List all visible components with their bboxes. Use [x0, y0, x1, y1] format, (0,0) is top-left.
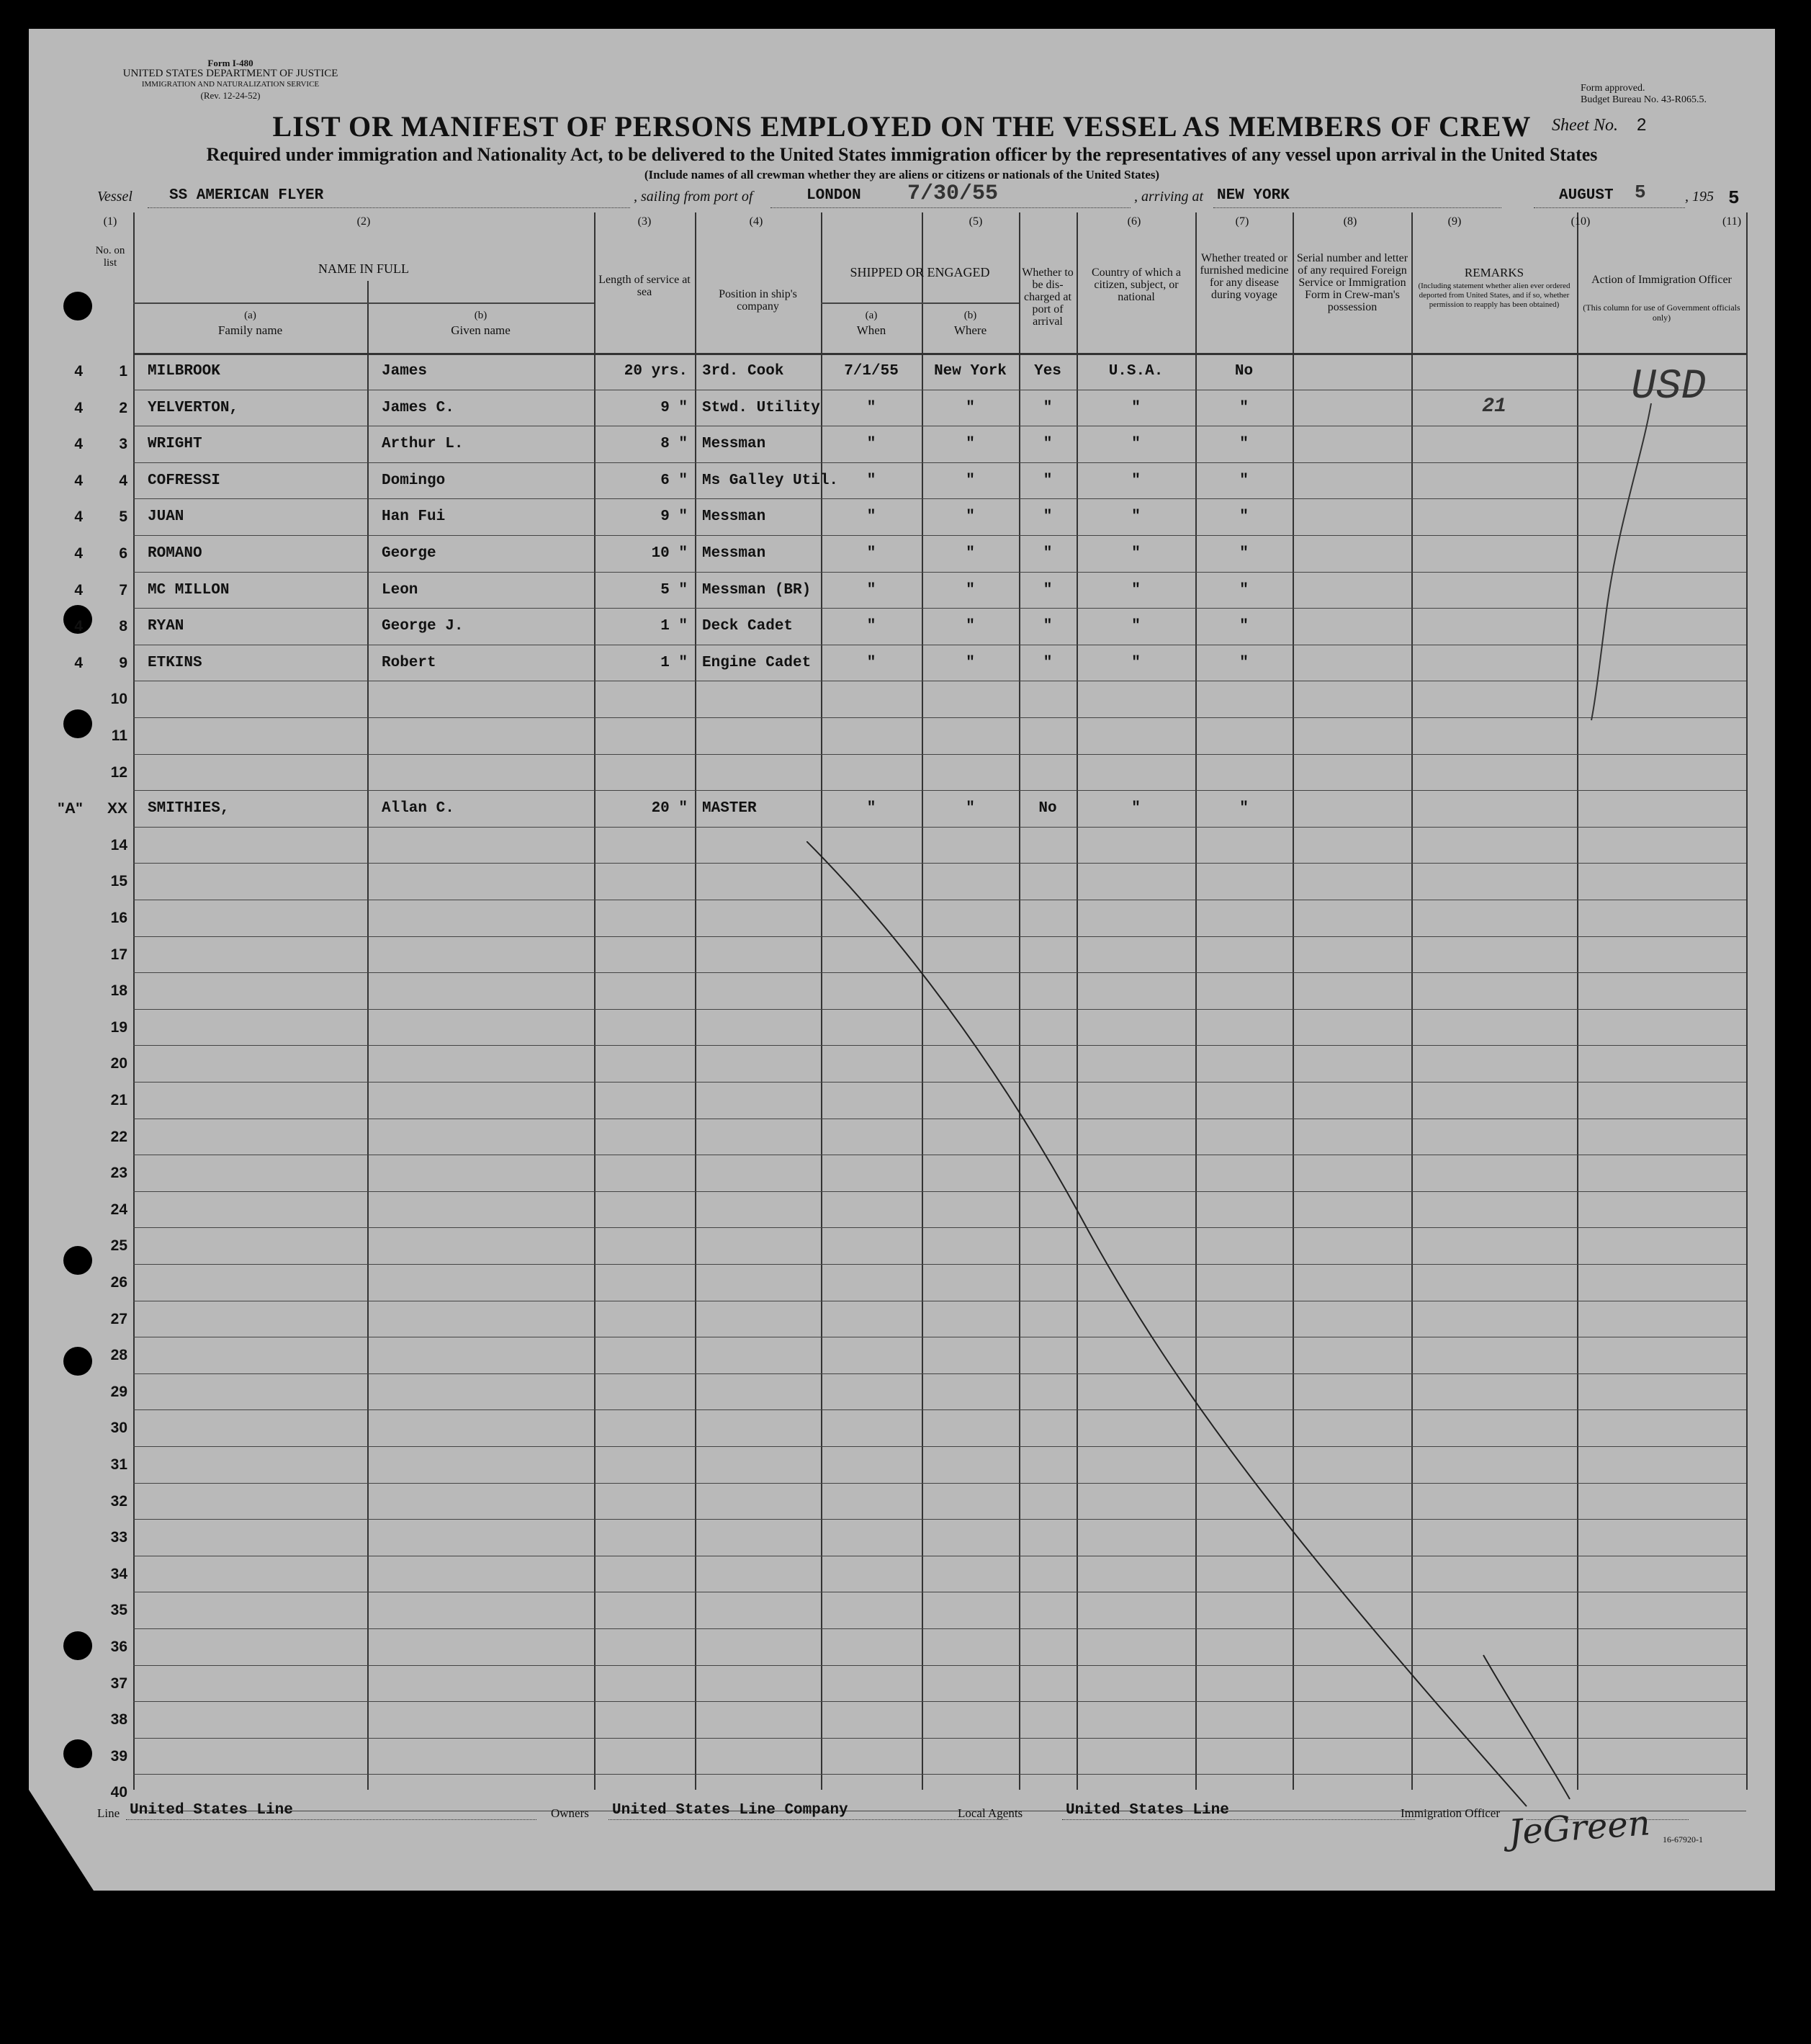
footer-line-label: Line: [97, 1806, 120, 1820]
header-name-in-full: NAME IN FULL: [318, 261, 409, 276]
row-number: 28: [110, 1347, 127, 1364]
sheet-value: 2: [1636, 115, 1647, 135]
header-given-name: Given name: [451, 323, 511, 337]
approval-line-1: Form approved.: [1581, 83, 1645, 94]
sailing-label: , sailing from port of: [634, 189, 753, 205]
row-rule: [133, 498, 1746, 499]
cell-discharged: ": [1043, 508, 1053, 526]
row-number: 34: [110, 1565, 127, 1582]
folded-corner: [29, 1790, 94, 1891]
row-number: 18: [110, 982, 127, 1000]
cell-where: ": [966, 654, 975, 671]
cell-discharged: ": [1043, 545, 1053, 562]
row-number: 9: [119, 654, 127, 671]
cell-where: ": [966, 545, 975, 562]
header-serial: Serial number and letter of any required Foreign Service or Immigration Form in Crew-man's possession: [1296, 252, 1408, 313]
row-number: 7: [119, 581, 127, 599]
vessel-name: SS AMERICAN FLYER: [169, 187, 324, 204]
row-number: 16: [110, 910, 127, 926]
row-number: 1: [119, 363, 127, 380]
cell-discharged: ": [1043, 581, 1053, 599]
row-prefix: 4: [74, 472, 83, 489]
cell-given: James: [382, 363, 428, 380]
cell-given: James C.: [382, 399, 454, 416]
row-number: 29: [110, 1383, 127, 1400]
cell-when: ": [866, 800, 876, 817]
cell-service: 10 ": [651, 545, 688, 562]
vessel-label: Vessel: [97, 189, 132, 205]
col-num-7: (7): [1235, 215, 1249, 228]
cell-where: ": [966, 618, 975, 635]
cell-discharged: Yes: [1034, 363, 1061, 380]
punch-hole-icon: [63, 292, 92, 321]
department: UNITED STATES DEPARTMENT OF JUSTICE: [122, 68, 338, 79]
cell-country: ": [1131, 399, 1141, 416]
cell-discharged: ": [1043, 472, 1053, 489]
arrival-day-handwritten: 5: [1635, 181, 1646, 203]
cell-medicine: ": [1239, 436, 1249, 453]
cell-position: MASTER: [702, 800, 757, 817]
cell-country: ": [1131, 508, 1141, 526]
cell-position: Messman: [702, 436, 766, 453]
cell-country: ": [1131, 545, 1141, 562]
cell-medicine: ": [1239, 654, 1249, 671]
cell-medicine: ": [1239, 508, 1249, 526]
cell-service: 9 ": [660, 399, 688, 416]
officer-signature: JeGreen: [1507, 1803, 1652, 1853]
cell-position: Engine Cadet: [702, 654, 812, 671]
arrival-port: NEW YORK: [1217, 187, 1290, 204]
cell-when: ": [866, 436, 876, 453]
cell-when: ": [866, 399, 876, 416]
footer-officer-label: Immigration Officer: [1401, 1806, 1501, 1820]
subnote: (Include names of all crewman whether they are aliens or citizens or nationals of the United States): [644, 168, 1160, 181]
row-number: 23: [110, 1165, 127, 1182]
row-number: 33: [110, 1529, 127, 1546]
action-stroke-icon: [1573, 400, 1660, 724]
row-prefix: 4: [74, 581, 83, 599]
row-number: 32: [110, 1492, 127, 1510]
cell-given: George: [382, 545, 436, 562]
cell-family: COFRESSI: [148, 472, 220, 489]
cell-position: Deck Cadet: [702, 618, 794, 635]
row-number: 35: [110, 1602, 127, 1619]
cell-discharged: ": [1043, 618, 1053, 635]
col-num-2: (2): [356, 215, 371, 228]
print-code: 16-67920-1: [1663, 1834, 1703, 1844]
row-prefix: 4: [74, 618, 83, 635]
cell-position: Messman (BR): [702, 581, 812, 599]
row-number: 10: [110, 691, 127, 708]
cell-family: MC MILLON: [148, 581, 230, 599]
row-number: 4: [119, 472, 127, 489]
cell-given: Arthur L.: [382, 436, 464, 453]
service: IMMIGRATION AND NATURALIZATION SERVICE: [141, 80, 320, 89]
header-where: Where: [953, 323, 987, 337]
row-number: 27: [110, 1310, 127, 1327]
cell-medicine: No: [1234, 363, 1254, 380]
col-num-9: (9): [1447, 215, 1462, 228]
row-prefix: 4: [74, 399, 83, 416]
sheet-number: [1552, 115, 1646, 135]
col-num-11: (11): [1722, 215, 1742, 228]
cell-position: Stwd. Utility: [702, 399, 820, 416]
cell-family: ETKINS: [148, 654, 202, 671]
header-family-name: Family name: [217, 323, 283, 337]
header-discharged: Whether to be dis-charged at port of arrival: [1022, 266, 1074, 328]
row-number: 40: [110, 1784, 127, 1801]
cell-country: ": [1131, 618, 1141, 635]
departure-port: LONDON: [806, 187, 861, 204]
footer-owners-label: Owners: [551, 1806, 589, 1820]
row-number: 24: [110, 1201, 127, 1218]
row-number: 2: [119, 399, 127, 416]
row-number: 37: [110, 1675, 127, 1692]
cell-given: Han Fui: [382, 508, 446, 526]
departure-date-handwritten: 7/30/55: [907, 181, 999, 206]
header-country: Country of which a citizen, subject, or national: [1092, 266, 1181, 303]
cell-where: New York: [934, 363, 1007, 380]
cell-service: 1 ": [660, 618, 688, 635]
header-when-letter: (a): [865, 310, 878, 321]
col-num-3: (3): [637, 215, 652, 228]
cell-when: ": [866, 472, 876, 489]
cell-when: ": [866, 618, 876, 635]
cell-service: 5 ": [660, 581, 688, 599]
header-action: Action of Immigration Officer: [1591, 274, 1732, 286]
cell-family: YELVERTON,: [148, 399, 239, 416]
row-number: 20: [110, 1055, 127, 1072]
cell-medicine: ": [1239, 399, 1249, 416]
footer-agents-value: United States Line: [1066, 1802, 1229, 1819]
year-label: , 195: [1685, 189, 1714, 205]
row-prefix: 4: [74, 654, 83, 671]
cell-country: U.S.A.: [1108, 363, 1164, 380]
action-handwritten-mark: USD: [1631, 364, 1707, 411]
footer-agents-label: Local Agents: [958, 1806, 1023, 1820]
footer: [97, 1786, 1753, 1829]
cell-family: MILBROOK: [148, 363, 220, 380]
col-num-10: (10): [1570, 215, 1591, 228]
cell-service: 20 yrs.: [624, 363, 688, 380]
cell-where: ": [966, 581, 975, 599]
row-number: 5: [119, 508, 127, 526]
row-number: 12: [110, 763, 127, 781]
row-rule: [133, 608, 1746, 609]
cell-medicine: ": [1239, 581, 1249, 599]
cell-medicine: ": [1239, 472, 1249, 489]
row-rule: [133, 535, 1746, 536]
cell-discharged: ": [1043, 436, 1053, 453]
header-remarks-note: (Including statement whether alien ever ordered deported from United States, and if so, whether permission to reapply has been obtained): [1418, 282, 1570, 309]
row-prefix: 4: [74, 508, 83, 526]
row-rule: [133, 572, 1746, 573]
cell-given: Robert: [382, 654, 436, 671]
row-number: 21: [110, 1092, 127, 1108]
row-number: 31: [110, 1456, 127, 1473]
row-rule: [133, 462, 1746, 463]
cell-when: ": [866, 581, 876, 599]
arriving-label: , arriving at: [1134, 189, 1204, 205]
cell-family: SMITHIES,: [148, 800, 230, 817]
year-value: 5: [1728, 187, 1740, 209]
cell-service: 1 ": [660, 654, 688, 671]
cell-country: ": [1131, 800, 1141, 817]
cell-when: ": [866, 654, 876, 671]
cell-family: ROMANO: [148, 545, 202, 562]
col-num-1: (1): [103, 215, 117, 228]
manifest-sheet: [29, 29, 1775, 1891]
cell-position: Ms Galley Util.: [702, 472, 839, 489]
row-number: 19: [110, 1018, 127, 1036]
cell-where: ": [966, 508, 975, 526]
row-prefix: "A": [57, 800, 83, 817]
cell-medicine: ": [1239, 618, 1249, 635]
cell-where: ": [966, 436, 975, 453]
form-approval: [1581, 83, 1707, 106]
cell-given: Leon: [382, 581, 418, 599]
cell-given: George J.: [382, 618, 464, 635]
row-number: 3: [119, 436, 127, 453]
row-number: 15: [110, 873, 127, 890]
header-where-letter: (b): [963, 310, 977, 321]
arrival-month: AUGUST: [1559, 187, 1614, 204]
row-number: 17: [110, 946, 127, 963]
header-shipped-engaged: SHIPPED OR ENGAGED: [850, 265, 990, 279]
cell-country: ": [1131, 436, 1141, 453]
header-action-note: (This column for use of Government officials only): [1583, 302, 1740, 323]
row-number: XX: [107, 800, 127, 817]
cell-given: Allan C.: [382, 800, 454, 817]
row-number: 26: [110, 1274, 127, 1291]
row-number: 11: [111, 727, 127, 744]
row-rule: [133, 790, 1746, 791]
row-number: 8: [119, 618, 127, 635]
cell-when: ": [866, 545, 876, 562]
row-rule: [133, 754, 1746, 755]
cell-position: Messman: [702, 545, 766, 562]
footer-owners-value: United States Line Company: [612, 1802, 848, 1819]
cell-family: WRIGHT: [148, 436, 202, 453]
row-number: 14: [110, 836, 127, 853]
row-rule: [133, 717, 1746, 718]
cell-country: ": [1131, 472, 1141, 489]
cell-where: ": [966, 800, 975, 817]
cell-medicine: ": [1239, 545, 1249, 562]
cell-service: 8 ": [660, 436, 688, 453]
row-number: 22: [110, 1128, 127, 1145]
cell-when: 7/1/55: [844, 363, 899, 380]
row-number: 6: [119, 545, 127, 562]
footer-line-value: United States Line: [130, 1802, 293, 1819]
header-given-name-letter: (b): [474, 310, 487, 321]
cell-service: 9 ": [660, 508, 688, 526]
cell-position: 3rd. Cook: [702, 363, 784, 380]
header-medicine: Whether treated or furnished medicine for any disease during voyage: [1200, 252, 1289, 301]
col-num-5: (5): [969, 215, 983, 228]
cell-discharged: ": [1043, 399, 1053, 416]
header-length-of-service: Length of service at sea: [598, 274, 691, 298]
cell-medicine: ": [1239, 800, 1249, 817]
cell-family: JUAN: [148, 508, 184, 526]
revision: (Rev. 12-24-52): [200, 90, 261, 101]
row-number: 38: [110, 1711, 127, 1729]
header-no-on-list: No. on list: [95, 245, 125, 269]
subtitle: Required under immigration and Nationality Act, to be delivered to the United States immigration officer by the representatives of any vessel upon arrival in the United States: [206, 144, 1598, 165]
header-family-name-letter: (a): [244, 310, 256, 321]
col-num-6: (6): [1127, 215, 1141, 228]
cell-country: ": [1131, 654, 1141, 671]
header-when: When: [856, 323, 886, 337]
page-title: LIST OR MANIFEST OF PERSONS EMPLOYED ON THE VESSEL AS MEMBERS OF CREW: [272, 110, 1532, 143]
row-number: 36: [110, 1639, 127, 1655]
cell-where: ": [966, 472, 975, 489]
row-number: 25: [110, 1237, 127, 1255]
cell-country: ": [1131, 581, 1141, 599]
cell-given: Domingo: [382, 472, 446, 489]
cell-remarks: 21: [1482, 395, 1506, 418]
cell-discharged: ": [1043, 654, 1053, 671]
cancellation-slash-icon: [806, 841, 1671, 1814]
cell-discharged: No: [1038, 800, 1057, 817]
row-number: 30: [110, 1420, 127, 1437]
row-number: 39: [110, 1747, 127, 1765]
cell-when: ": [866, 508, 876, 526]
row-prefix: 4: [74, 436, 83, 453]
row-rule: [133, 827, 1746, 828]
form-number: Form I-480: [207, 58, 253, 68]
cell-family: RYAN: [148, 618, 184, 635]
row-prefix: 4: [74, 545, 83, 562]
header-position: Position in ship's company: [719, 288, 797, 313]
approval-line-2: Budget Bureau No. 43-R065.5.: [1581, 94, 1707, 105]
cell-service: 20 ": [651, 800, 688, 817]
row-prefix: 4: [74, 363, 83, 380]
cell-where: ": [966, 399, 975, 416]
form-identification: [94, 58, 367, 101]
header-remarks: REMARKS: [1464, 266, 1524, 279]
sheet-label: Sheet No.: [1552, 116, 1618, 135]
col-num-4: (4): [749, 215, 763, 228]
cell-position: Messman: [702, 508, 766, 526]
cell-service: 6 ": [660, 472, 688, 489]
col-num-8: (8): [1343, 215, 1357, 228]
